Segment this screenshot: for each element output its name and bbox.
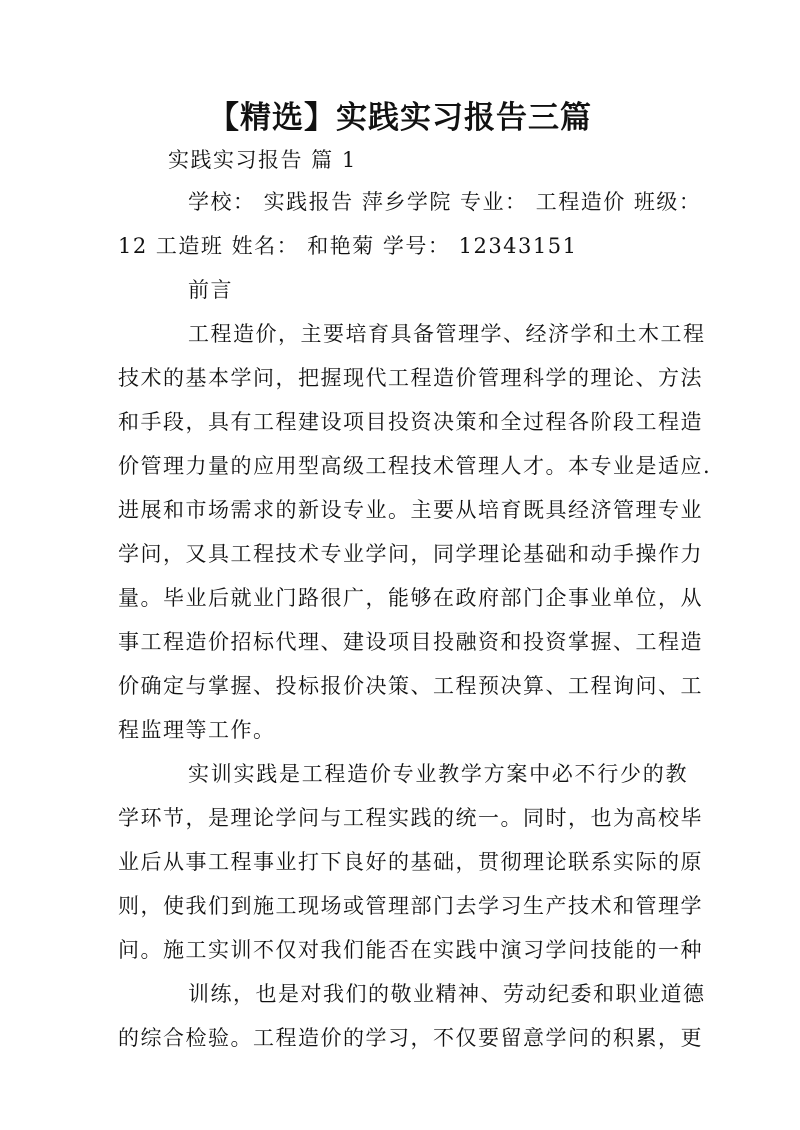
paragraph-line: 则，使我们到施工现场或管理部门去学习生产技术和管理学 (118, 894, 703, 918)
paragraph-line: 技术的基本学问，把握现代工程造价管理科学的理论、方法 (118, 366, 703, 390)
paragraph-line: 事工程造价招标代理、建设项目投融资和投资掌握、工程造 (118, 630, 703, 654)
paragraph-line: 学校： 实践报告 萍乡学院 专业： 工程造价 班级： (188, 190, 702, 214)
paragraph-line: 和手段，具有工程建设项目投资决策和全过程各阶段工程造 (118, 410, 703, 434)
section-heading: 实践实习报告 篇 1 (168, 148, 357, 172)
paragraph-line: 程监理等工作。 (118, 718, 276, 742)
paragraph-line: 工程造价，主要培育具备管理学、经济学和土木工程 (188, 322, 706, 346)
paragraph-line: 问。施工实训不仅对我们能否在实践中演习学问技能的一种 (118, 938, 703, 962)
paragraph-line: 量。毕业后就业门路很广，能够在政府部门企事业单位，从 (118, 586, 703, 610)
section-heading: 前言 (188, 278, 233, 302)
paragraph-line: 的综合检验。工程造价的学习，不仅要留意学问的积累，更 (118, 1026, 703, 1050)
paragraph-line: 学问，又具工程技术专业学问，同学理论基础和动手操作力 (118, 542, 703, 566)
document-title: 【精选】实践实习报告三篇 (208, 100, 592, 136)
paragraph-line: 业后从事工程事业打下良好的基础，贯彻理论联系实际的原 (118, 850, 703, 874)
paragraph-line: 价管理力量的应用型高级工程技术管理人才。本专业是适应. (118, 454, 712, 478)
paragraph-line: 学环节，是理论学问与工程实践的统一。同时，也为高校毕 (118, 806, 703, 830)
paragraph-line: 实训实践是工程造价专业教学方案中必不行少的教 (188, 762, 688, 786)
paragraph-line: 训练，也是对我们的敬业精神、劳动纪委和职业道德 (188, 982, 706, 1006)
paragraph-line: 进展和市场需求的新设专业。主要从培育既具经济管理专业 (118, 498, 703, 522)
paragraph-line: 价确定与掌握、投标报价决策、工程预决算、工程询问、工 (118, 674, 703, 698)
paragraph-line: 12 工造班 姓名： 和艳菊 学号： 12343151 (118, 234, 578, 258)
